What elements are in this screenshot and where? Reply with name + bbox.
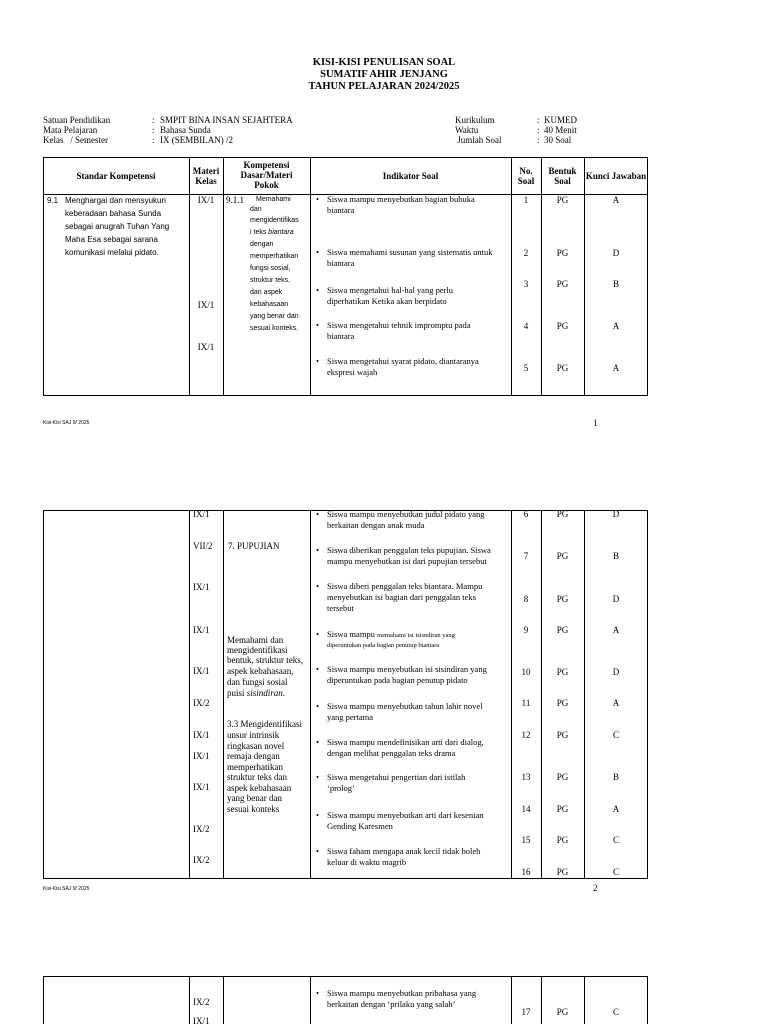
indikator-item: • Siswa diberi penggalan teks biantara. Mampu menyebutkan isi bagian dari penggalan teks tersebut	[316, 581, 483, 613]
kunci-jawaban: C	[612, 1007, 619, 1017]
meta-sep: :	[537, 125, 540, 135]
sk-number: 9.1	[47, 196, 59, 205]
no-soal: 3	[523, 279, 529, 289]
kunci-jawaban: D	[612, 594, 620, 604]
meta-sep: :	[152, 115, 155, 125]
kunci-jawaban: B	[612, 551, 619, 561]
kelas-cell: IX/2	[193, 855, 210, 865]
page-number: 2	[593, 883, 598, 893]
header-kd: Pokok	[254, 180, 279, 190]
kunci-jawaban: C	[612, 867, 619, 877]
kelas-cell: IX/2	[193, 698, 210, 708]
no-soal: 16	[521, 867, 531, 877]
kelas-cell: IX/1	[193, 582, 210, 592]
bentuk-soal: PG	[556, 772, 569, 782]
indikator-item: • Siswa mengetahui hal-hal yang perlu diperhatikan Ketika akan berpidato	[316, 285, 454, 306]
meta-value: Bahasa Sunda	[160, 125, 211, 135]
kunci-jawaban: D	[612, 248, 620, 258]
kunci-jawaban: D	[612, 667, 620, 677]
meta-label: Kurikulum	[455, 115, 495, 125]
bentuk-soal: PG	[556, 195, 569, 205]
sk-text: Maha Esa sebagai sarana	[65, 235, 158, 244]
indikator-item: • Siswa mengetahui pengertian dari istilah ‘prolog’	[316, 772, 466, 793]
kd-text: unsur intrinsik	[227, 730, 280, 740]
bentuk-soal: PG	[556, 667, 569, 677]
header-standar-kompetensi: Standar Kompetensi	[76, 171, 156, 181]
no-soal: 13	[521, 772, 531, 782]
bentuk-soal: PG	[556, 1007, 569, 1017]
kd-text: aspek kebahasaan,	[227, 666, 294, 676]
page-footer: Kisi-Kisi SAJ 9/ 2025	[43, 886, 90, 892]
kunci-jawaban: A	[612, 804, 620, 814]
indikator-item: • Siswa mampu menyebutkan bagian bubuka biantara	[316, 194, 475, 215]
bentuk-soal: PG	[556, 625, 569, 635]
kd-text: mengidentifikasi	[227, 645, 288, 655]
meta-sep: :	[537, 135, 540, 145]
bentuk-soal: PG	[556, 804, 569, 814]
kunci-jawaban: A	[612, 625, 620, 635]
header-no: No.	[519, 166, 533, 176]
kd-text: mengidentifikas	[250, 217, 299, 224]
kd-pupujian: 7. PUPUJIAN	[228, 541, 280, 551]
indikator-item: • Siswa diberikan penggalan teks pupujian. Siswa mampu menyebutkan isi dari pupujian tersebut	[316, 545, 491, 566]
kd-text: memperhatikan	[227, 762, 283, 772]
header-kelas: Kelas	[195, 176, 217, 186]
meta-sep: :	[152, 125, 155, 135]
doc-title-2: SUMATIF AHIR JENJANG	[320, 69, 448, 80]
meta-label: Satuan Pendidikan	[43, 115, 111, 125]
kelas-cell: IX/1	[197, 300, 215, 310]
kunci-jawaban: A	[612, 698, 620, 708]
indikator-item: • Siswa memahami susunan yang sistematis untuk biantara	[316, 247, 493, 268]
no-soal: 8	[523, 594, 529, 604]
kd-text: kebahasaan	[250, 301, 289, 308]
header-kd: Kompetensi	[243, 160, 290, 170]
kelas-cell: IX/2	[193, 824, 210, 834]
kd-text: dengan	[250, 241, 274, 248]
meta-value: 40 Menit	[544, 125, 577, 135]
kelas-cell: IX/2	[193, 997, 210, 1007]
bentuk-soal: PG	[556, 730, 569, 740]
header-indikator: Indikator Soal	[382, 171, 439, 181]
kelas-cell: IX/1	[193, 730, 210, 740]
kelas-cell: IX/1	[197, 342, 215, 352]
bentuk-soal: PG	[556, 594, 569, 604]
indikator-item: • Siswa mampu menyebutkan judul pidato yang berkaitan dengan anak muda	[316, 509, 485, 530]
sk-text: sebagai anugrah Tuhan Yang	[65, 222, 170, 231]
kd-text: sesuai konteks	[227, 804, 280, 814]
kd-text: fungsi sosial,	[250, 265, 291, 272]
kunci-jawaban: B	[612, 772, 619, 782]
kunci-jawaban: D	[612, 509, 620, 519]
kelas-cell: IX/1	[193, 1016, 210, 1026]
indikator-item: • Siswa mampu memahami isi isisndiran yang diperuntukan pada bagian penutup biantara	[316, 629, 455, 649]
kd-text: struktur teks dan	[227, 772, 287, 782]
bentuk-soal: PG	[556, 551, 569, 561]
indikator-item: • Siswa mampu menyebutkan pribahasa yang berkaitan dengan ‘prilaku yang salah’	[316, 988, 477, 1009]
kd-text: memperhatikan	[250, 253, 299, 260]
bentuk-soal: PG	[556, 279, 569, 289]
no-soal: 14	[521, 804, 531, 814]
kunci-jawaban: B	[612, 279, 619, 289]
no-soal: 4	[523, 321, 529, 331]
no-soal: 10	[521, 667, 531, 677]
kd-text: yang benar dan	[250, 313, 299, 320]
meta-label: Waktu	[455, 125, 479, 135]
kelas-cell: IX/1	[193, 509, 210, 519]
kd-text: yang benar dan	[227, 793, 282, 803]
no-soal: 15	[521, 835, 531, 845]
kd-text: Memahami dan	[227, 635, 284, 645]
kd-text: remaja dengan	[227, 751, 280, 761]
meta-value: SMPIT BINA INSAN SEJAHTERA	[160, 115, 293, 125]
indikator-item: • Siswa mampu mendefinisikan arti dari dialog, dengan melihat penggalan teks drama	[316, 737, 484, 758]
meta-value: 30 Soal	[544, 135, 572, 145]
kelas-cell: IX/1	[193, 782, 210, 792]
kd-text: sesuai konteks.	[250, 325, 299, 332]
kelas-cell: IX/1	[197, 195, 215, 205]
kelas-cell: IX/1	[193, 625, 210, 635]
kd-text: dan aspek	[250, 289, 283, 296]
kelas-cell: IX/1	[193, 666, 210, 676]
kd-text: dan	[250, 206, 262, 213]
meta-label: Kelas / Semester	[43, 135, 108, 145]
meta-label: Mata Pelajaran	[43, 125, 98, 135]
kd-text: dan fungsi sosial	[227, 677, 288, 687]
meta-sep: :	[537, 115, 540, 125]
bentuk-soal: PG	[556, 363, 569, 373]
kunci-jawaban: A	[612, 363, 620, 373]
kd-text: puisi sisindiran.	[227, 688, 286, 698]
indikator-item: • Siswa mengetahui tehnik impromptu pada biantara	[316, 320, 471, 341]
no-soal: 2	[523, 248, 529, 258]
meta-sep: :	[152, 135, 155, 145]
bentuk-soal: PG	[556, 835, 569, 845]
kd-text: 3.3 Mengidentifikasi	[227, 719, 302, 729]
bentuk-soal: PG	[556, 867, 569, 877]
indikator-item: • Siswa mampu menyebutkan tahun lahir novel yang pertama	[316, 701, 483, 722]
kunci-jawaban: C	[612, 730, 619, 740]
no-soal: 7	[523, 551, 529, 561]
header-no: Soal	[517, 176, 535, 186]
no-soal: 17	[521, 1007, 531, 1017]
indikator-item: • Siswa mampu menyebutkan isi sisindiran yang diperuntukan pada bagian penutup pidato	[316, 664, 487, 685]
no-soal: 11	[521, 698, 531, 708]
kelas-cell: VII/2	[193, 541, 213, 551]
header-kunci: Kunci Jawaban	[585, 171, 647, 181]
no-soal: 6	[523, 509, 529, 519]
indikator-item: • Siswa mampu menyebutkan arti dari kesenian Gending Karesmen	[316, 810, 484, 831]
no-soal: 5	[523, 363, 529, 373]
bentuk-soal: PG	[556, 509, 569, 519]
kd-text: Memahami	[256, 196, 291, 203]
kunci-jawaban: A	[612, 195, 620, 205]
header-kd: Dasar/Materi	[240, 170, 293, 180]
doc-title-3: TAHUN PELAJARAN 2024/2025	[308, 81, 460, 92]
sk-text: Menghargai dan mensyukuri	[65, 196, 166, 205]
kelas-cell: IX/1	[193, 751, 210, 761]
page-footer: Kisi-Kisi SAJ 9/ 2025	[43, 420, 90, 426]
sk-text: komunikasi melalui pidato.	[65, 248, 159, 257]
kd-text: bentuk, struktur teks,	[227, 655, 303, 665]
bentuk-soal: PG	[556, 248, 569, 258]
meta-value: IX (SEMBILAN) /2	[160, 135, 233, 145]
header-bentuk: Soal	[554, 176, 571, 186]
bentuk-soal: PG	[556, 698, 569, 708]
header-materi: Materi	[192, 166, 220, 176]
kd-text: ringkasan novel	[227, 741, 285, 751]
no-soal: 9	[523, 625, 529, 635]
no-soal: 1	[523, 195, 529, 205]
no-soal: 12	[521, 730, 531, 740]
indikator-item: • Siswa mengetahui syarat pidato, diantaranya ekspresi wajah	[316, 356, 479, 377]
meta-value: KUMED	[544, 115, 577, 125]
meta-label: Jumlah Soal	[455, 135, 502, 145]
kunci-jawaban: C	[612, 835, 619, 845]
header-bentuk: Bentuk	[548, 166, 577, 176]
kd-number: 9.1.1	[226, 195, 244, 205]
kunci-jawaban: A	[612, 321, 620, 331]
kd-text: struktur teks,	[250, 277, 291, 284]
bentuk-soal: PG	[556, 321, 569, 331]
kd-text: aspek kebahasaan	[227, 783, 292, 793]
kd-text: i teks biantara	[250, 229, 294, 236]
page-number: 1	[593, 418, 598, 428]
doc-title-1: KISI-KISI PENULISAN SOAL	[312, 57, 456, 68]
indikator-item: • Siswa faham mengapa anak kecil tidak boleh keluar di waktu magrib	[316, 846, 481, 867]
sk-text: keberadaan bahasa Sunda	[65, 209, 162, 218]
